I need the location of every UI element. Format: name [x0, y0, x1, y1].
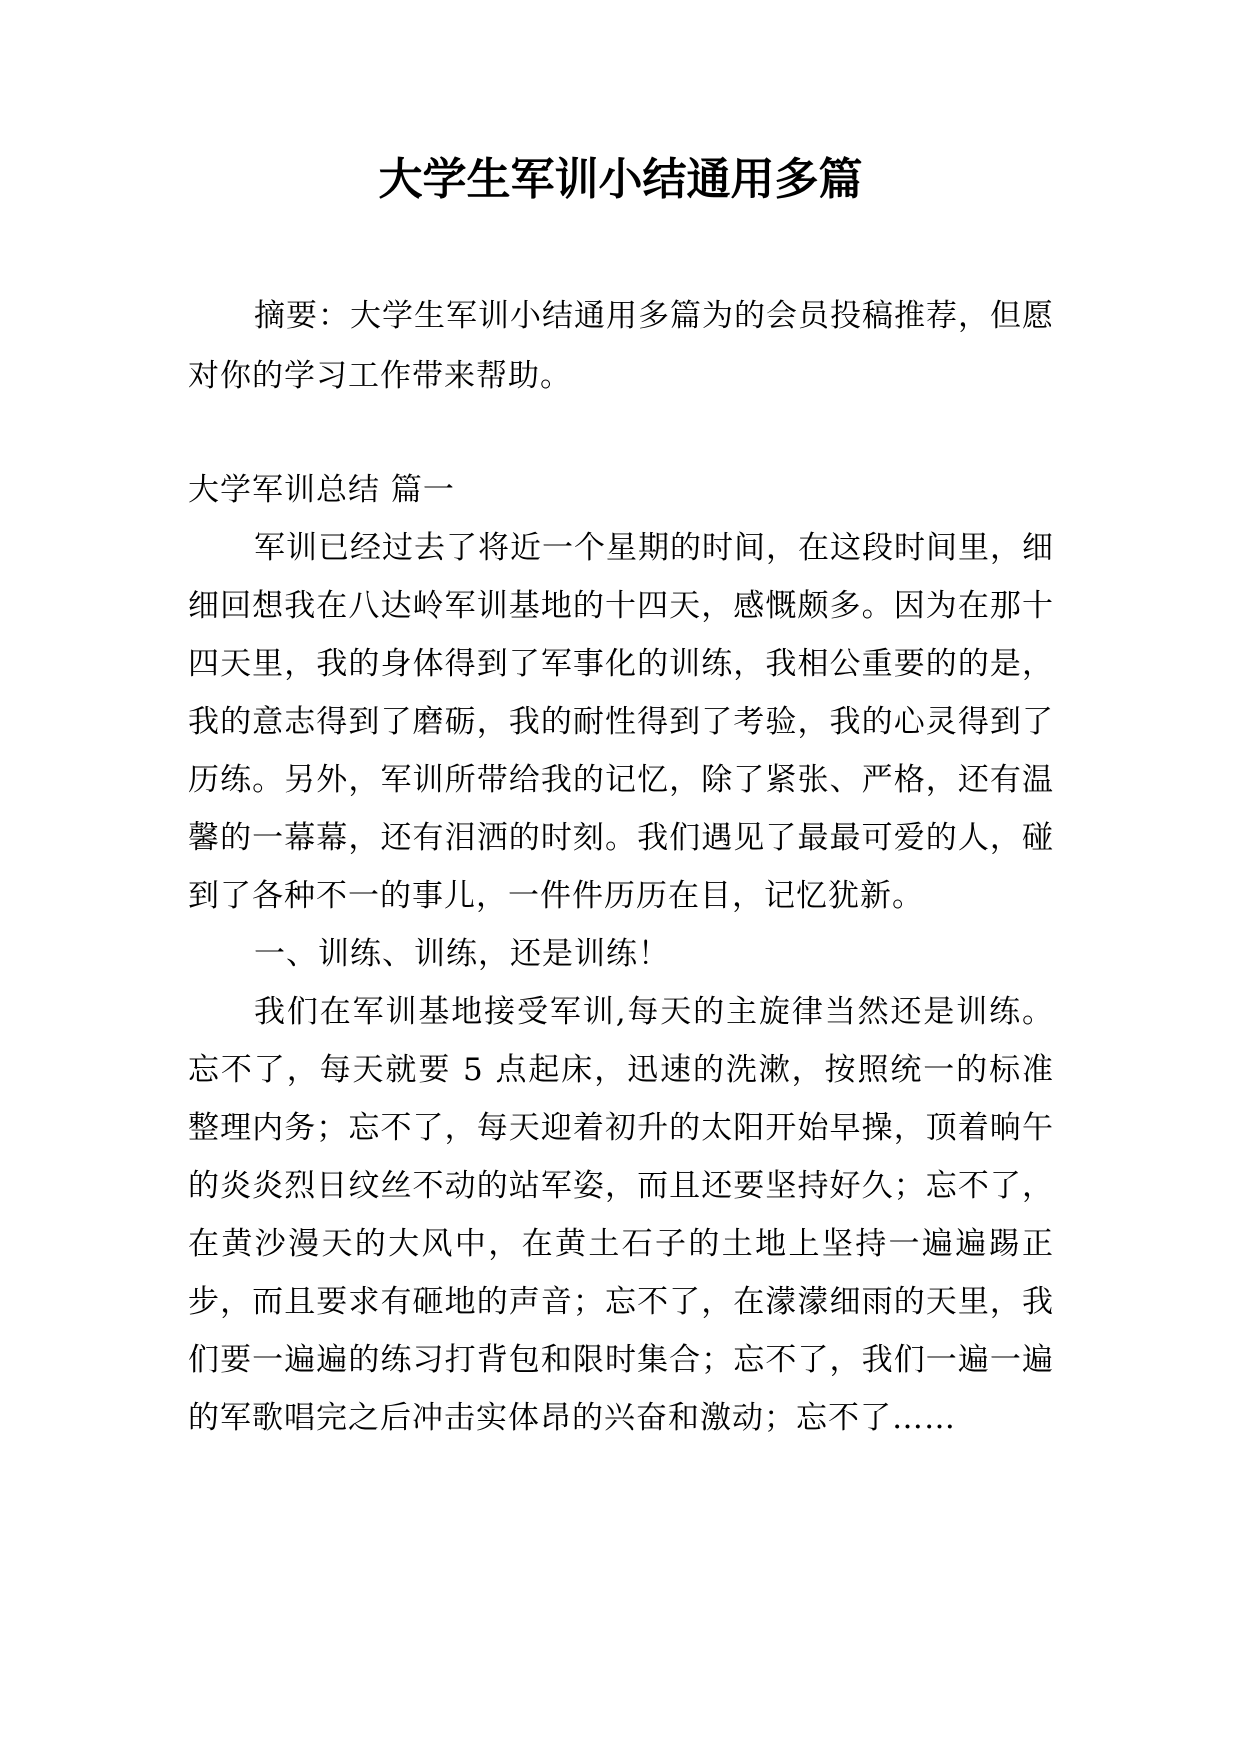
body-paragraph: 我们在军训基地接受军训,每天的主旋律当然还是训练。忘不了，每天就要 5 点起床，迅速的洗漱，按照统一的标准整理内务；忘不了，每天迎着初升的太阳开始早操，顶着晌午的炎炎烈日纹丝不动的站军姿，而且还要坚持好久；忘不了，在黄沙漫天的大风中，在黄土石子的土地上坚持一遍遍踢正步，而且要求有砸地的声音；忘不了，在濛濛细雨的天里，我们要一遍遍的练习打背包和限时集合；忘不了，我们一遍一遍的军歌唱完之后冲击实体昂的兴奋和激动；忘不了……: [188, 994, 1054, 1436]
document-title: 大学生军训小结通用多篇: [378, 154, 863, 205]
article-body: [188, 461, 1054, 1447]
section-heading: 大学军训总结 篇一: [188, 472, 455, 508]
abstract-paragraph: 摘要：大学生军训小结通用多篇为的会员投稿推荐，但愿对你的学习工作带来帮助。: [188, 298, 1054, 394]
body-paragraph: 军训已经过去了将近一个星期的时间，在这段时间里，细细回想我在八达岭军训基地的十四天，感慨颇多。因为在那十四天里，我的身体得到了军事化的训练，我相公重要的的是，我的意志得到了磨砺，我的耐性得到了考验，我的心灵得到了历练。另外，军训所带给我的记忆，除了紧张、严格，还有温馨的一幕幕，还有泪洒的时刻。我们遇见了最最可爱的人，碰到了各种不一的事儿，一件件历历在目，记忆犹新。: [188, 530, 1054, 914]
subheading-paragraph: 一、训练、训练，还是训练！: [254, 936, 670, 972]
